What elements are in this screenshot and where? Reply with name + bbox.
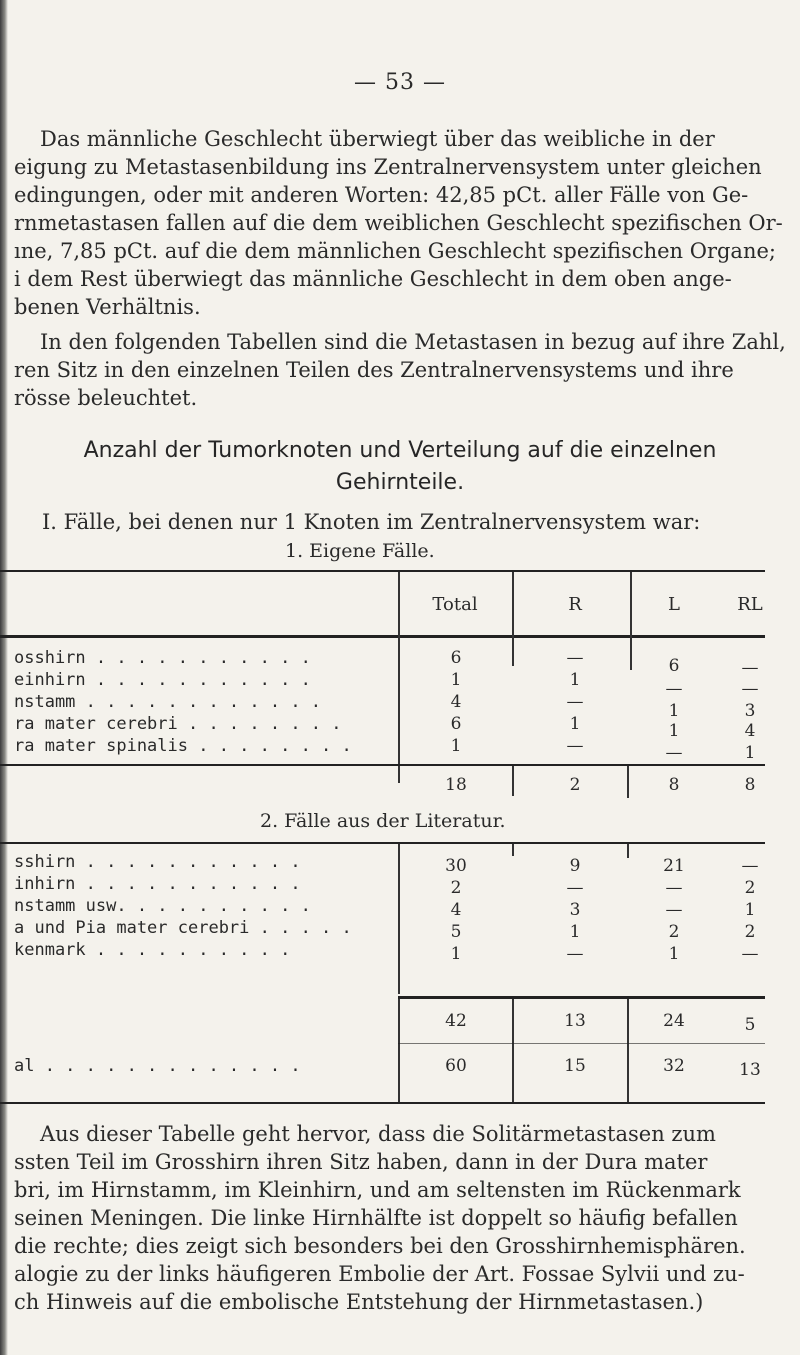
row-label: ra mater spinalis . . . . . . . . xyxy=(14,736,352,756)
cell: 1 xyxy=(668,721,680,741)
table1-title: 1. Eigene Fälle. xyxy=(285,540,435,562)
conclusion-line: bri, im Hirnstamm, im Kleinhirn, und am seltensten im Rückenmark xyxy=(14,1178,741,1202)
sum-cell: 24 xyxy=(663,1011,685,1031)
column-rule xyxy=(512,999,514,1103)
cell: 1 xyxy=(450,736,462,756)
cell: 1 xyxy=(569,714,581,734)
row-label: osshirn . . . . . . . . . . . xyxy=(14,648,311,668)
cell: 2 xyxy=(668,922,680,942)
cell: 21 xyxy=(663,856,685,876)
rule xyxy=(0,635,765,638)
column-rule xyxy=(398,638,400,783)
section-heading: Anzahl der Tumorknoten und Verteilung auf die einzelnen xyxy=(83,438,717,463)
cell: — xyxy=(741,856,759,876)
column-rule xyxy=(398,998,400,1103)
total-cell: 15 xyxy=(564,1056,586,1076)
page-number: — 53 — xyxy=(354,70,446,95)
cell: 1 xyxy=(744,743,756,763)
total-label: al . . . . . . . . . . . . . xyxy=(14,1056,301,1076)
row-label: a und Pia mater cerebri . . . . . xyxy=(14,918,352,938)
cell: 1 xyxy=(450,944,462,964)
cell: 6 xyxy=(450,648,462,668)
cell: — xyxy=(566,736,584,756)
total-cell: 60 xyxy=(445,1056,467,1076)
cell: 3 xyxy=(744,701,756,721)
cell: — xyxy=(566,648,584,668)
row-label: inhirn . . . . . . . . . . . xyxy=(14,874,301,894)
col-r: R xyxy=(568,594,582,615)
sum-cell: 8 xyxy=(744,775,756,795)
rule xyxy=(398,1043,765,1044)
cell: — xyxy=(665,900,683,920)
column-rule xyxy=(398,844,400,994)
cell: 2 xyxy=(744,922,756,942)
cell: — xyxy=(665,878,683,898)
conclusion-line: ssten Teil im Grosshirn ihren Sitz haben, dann in der Dura mater xyxy=(14,1150,708,1174)
conclusion-line: Aus dieser Tabelle geht hervor, dass die Solitärmetastasen zum xyxy=(40,1122,716,1146)
sum-cell: 18 xyxy=(445,775,467,795)
intro-line: Das männliche Geschlecht überwiegt über das weibliche in der xyxy=(40,127,715,151)
table2-title: 2. Fälle aus der Literatur. xyxy=(260,810,506,832)
sum-cell: 2 xyxy=(569,775,581,795)
cell: — xyxy=(665,679,683,699)
cell: 3 xyxy=(569,900,581,920)
cell: — xyxy=(665,743,683,763)
cell: 9 xyxy=(569,856,581,876)
cell: 1 xyxy=(569,922,581,942)
row-label: nstamm usw. . . . . . . . . . xyxy=(14,896,311,916)
conclusion-line: die rechte; dies zeigt sich besonders bei den Grosshirnhemisphären. xyxy=(14,1234,746,1258)
cell: — xyxy=(566,692,584,712)
row-label: ra mater cerebri . . . . . . . . xyxy=(14,714,342,734)
cell: 5 xyxy=(450,922,462,942)
row-label: einhirn . . . . . . . . . . . xyxy=(14,670,311,690)
sum-cell: 13 xyxy=(564,1011,586,1031)
rule xyxy=(398,996,765,999)
cell: 1 xyxy=(569,670,581,690)
col-l: L xyxy=(668,594,680,615)
book-binding-edge xyxy=(0,0,8,1355)
cell: — xyxy=(741,658,759,678)
row-label: sshirn . . . . . . . . . . . xyxy=(14,852,301,872)
cell: 6 xyxy=(450,714,462,734)
cell: — xyxy=(566,878,584,898)
sum-cell: 42 xyxy=(445,1011,467,1031)
para-line: ren Sitz in den einzelnen Teilen des Zentralnervensystems und ihre xyxy=(14,358,734,382)
rule xyxy=(0,1102,765,1104)
para-line: In den folgenden Tabellen sind die Metastasen in bezug auf ihre Zahl, xyxy=(40,330,786,354)
intro-line: eigung zu Metastasenbildung ins Zentralnervensystem unter gleichen xyxy=(14,155,762,179)
cell: 2 xyxy=(744,878,756,898)
cell: 1 xyxy=(668,944,680,964)
para-line: rösse beleuchtet. xyxy=(14,386,198,410)
cell: 1 xyxy=(744,900,756,920)
conclusion-line: seinen Meningen. Die linke Hirnhälfte ist doppelt so häufig befallen xyxy=(14,1206,738,1230)
cell: 1 xyxy=(450,670,462,690)
column-rule xyxy=(512,766,514,796)
sum-cell: 8 xyxy=(668,775,680,795)
column-rule xyxy=(512,844,514,856)
row-label: kenmark . . . . . . . . . . xyxy=(14,940,291,960)
conclusion-line: ch Hinweis auf die embolische Entstehung der Hirnmetastasen.) xyxy=(14,1290,704,1314)
cell: — xyxy=(741,944,759,964)
column-rule xyxy=(512,572,514,666)
rule xyxy=(0,570,765,572)
column-rule xyxy=(627,999,629,1103)
intro-line: benen Verhältnis. xyxy=(14,295,201,319)
column-rule xyxy=(630,572,632,670)
sum-cell: 5 xyxy=(744,1015,756,1035)
cell: — xyxy=(741,679,759,699)
rule xyxy=(0,764,765,766)
total-cell: 13 xyxy=(739,1060,761,1080)
intro-line: i dem Rest überwiegt das männliche Geschlecht in dem oben ange- xyxy=(14,267,732,291)
cell: 6 xyxy=(668,656,680,676)
column-rule xyxy=(627,844,629,858)
row-label: nstamm . . . . . . . . . . . . xyxy=(14,692,322,712)
section-heading-2: Gehirnteile. xyxy=(335,470,465,495)
col-total: Total xyxy=(432,594,478,615)
intro-line: ıne, 7,85 pCt. auf die dem männlichen Geschlecht spezifischen Organe; xyxy=(14,239,776,263)
rule xyxy=(0,842,765,844)
cell: 1 xyxy=(668,701,680,721)
cell: 4 xyxy=(744,721,756,741)
cell: 2 xyxy=(450,878,462,898)
intro-line: rnmetastasen fallen auf die dem weiblichen Geschlecht spezifischen Or- xyxy=(14,211,783,235)
conclusion-line: alogie zu der links häufigeren Embolie der Art. Fossae Sylvii und zu- xyxy=(14,1262,745,1286)
cell: 30 xyxy=(445,856,467,876)
total-cell: 32 xyxy=(663,1056,685,1076)
col-rl: RL xyxy=(737,594,763,615)
subheading: I. Fälle, bei denen nur 1 Knoten im Zentralnervensystem war: xyxy=(42,510,701,534)
cell: 4 xyxy=(450,692,462,712)
intro-line: edingungen, oder mit anderen Worten: 42,85 pCt. aller Fälle von Ge- xyxy=(14,183,749,207)
cell: — xyxy=(566,944,584,964)
column-rule xyxy=(627,766,629,798)
cell: 4 xyxy=(450,900,462,920)
